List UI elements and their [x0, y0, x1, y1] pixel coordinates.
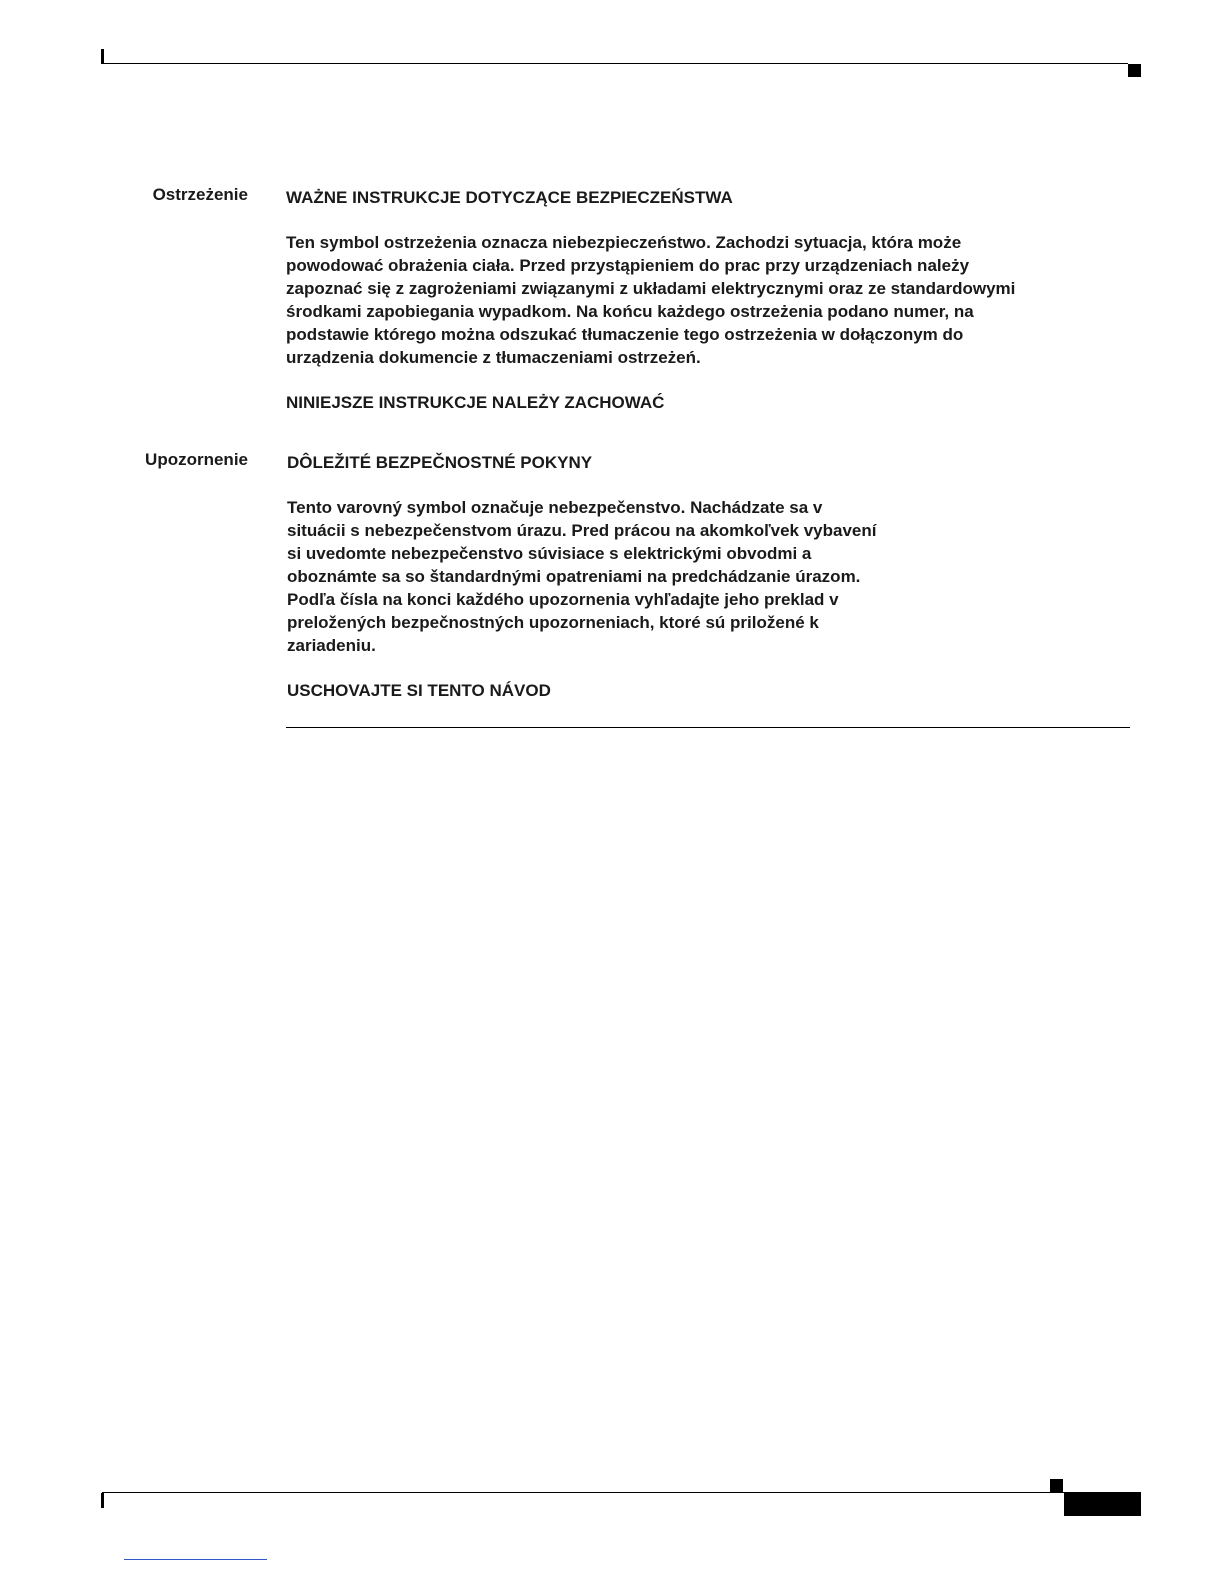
paragraph-line: Ten symbol ostrzeżenia oznacza niebezpieczeństwo. Zachodzi sytuacja, która może — [286, 233, 962, 252]
warning-body — [287, 451, 877, 702]
warning-label: Upozornenie — [145, 450, 248, 469]
footer-left-tick — [101, 1493, 104, 1508]
section-end-rule — [286, 727, 1130, 728]
paragraph-line: zariadeniu. — [287, 636, 376, 655]
paragraph-line: si uvedomte nebezpečenstvo súvisiace s elektrickými obvodmi a — [287, 544, 812, 563]
footer-small-block — [1050, 1479, 1063, 1492]
paragraph-line: podstawie którego można odszukać tłumaczenie tego ostrzeżenia w dołączonym do — [286, 325, 964, 344]
warning-footer: USCHOVAJTE SI TENTO NÁVOD — [287, 681, 551, 700]
paragraph-line: środkami zapobiegania wypadkom. Na końcu każdego ostrzeżenia podano numer, na — [286, 302, 974, 321]
warning-heading: WAŻNE INSTRUKCJE DOTYCZĄCE BEZPIECZEŃSTWA — [286, 188, 733, 207]
warning-paragraph — [286, 231, 1015, 369]
paragraph-line: urządzenia dokumencie z tłumaczeniami ostrzeżeń. — [286, 348, 701, 367]
footer-page-block — [1064, 1493, 1141, 1516]
warning-heading: DÔLEŽITÉ BEZPEČNOSTNÉ POKYNY — [287, 453, 593, 472]
warning-paragraph — [287, 496, 877, 657]
warning-footer: NINIEJSZE INSTRUKCJE NALEŻY ZACHOWAĆ — [286, 393, 665, 412]
paragraph-line: zapoznać się z zagrożeniami związanymi z układami elektrycznymi oraz ze standardowymi — [286, 279, 1016, 298]
header-left-tick — [101, 49, 104, 64]
warning-body — [286, 186, 1015, 414]
footer-rule — [102, 1492, 1141, 1493]
header-right-block — [1128, 64, 1141, 77]
paragraph-line: Podľa čísla na konci každého upozornenia vyhľadajte jeho preklad v — [287, 590, 839, 609]
paragraph-line: situácii s nebezpečenstvom úrazu. Pred prácou na akomkoľvek vybavení — [287, 521, 877, 540]
paragraph-line: Tento varovný symbol označuje nebezpečenstvo. Nachádzate sa v — [287, 498, 823, 517]
warning-label: Ostrzeżenie — [152, 185, 248, 204]
footer-link-underline[interactable] — [124, 1559, 267, 1560]
paragraph-line: powodować obrażenia ciała. Przed przystąpieniem do prac przy urządzeniach należy — [286, 256, 970, 275]
header-rule — [102, 63, 1128, 64]
paragraph-line: preložených bezpečnostných upozorneniach, ktoré sú priložené k — [287, 613, 819, 632]
paragraph-line: oboznámte sa so štandardnými opatreniami na predchádzanie úrazom. — [287, 567, 861, 586]
